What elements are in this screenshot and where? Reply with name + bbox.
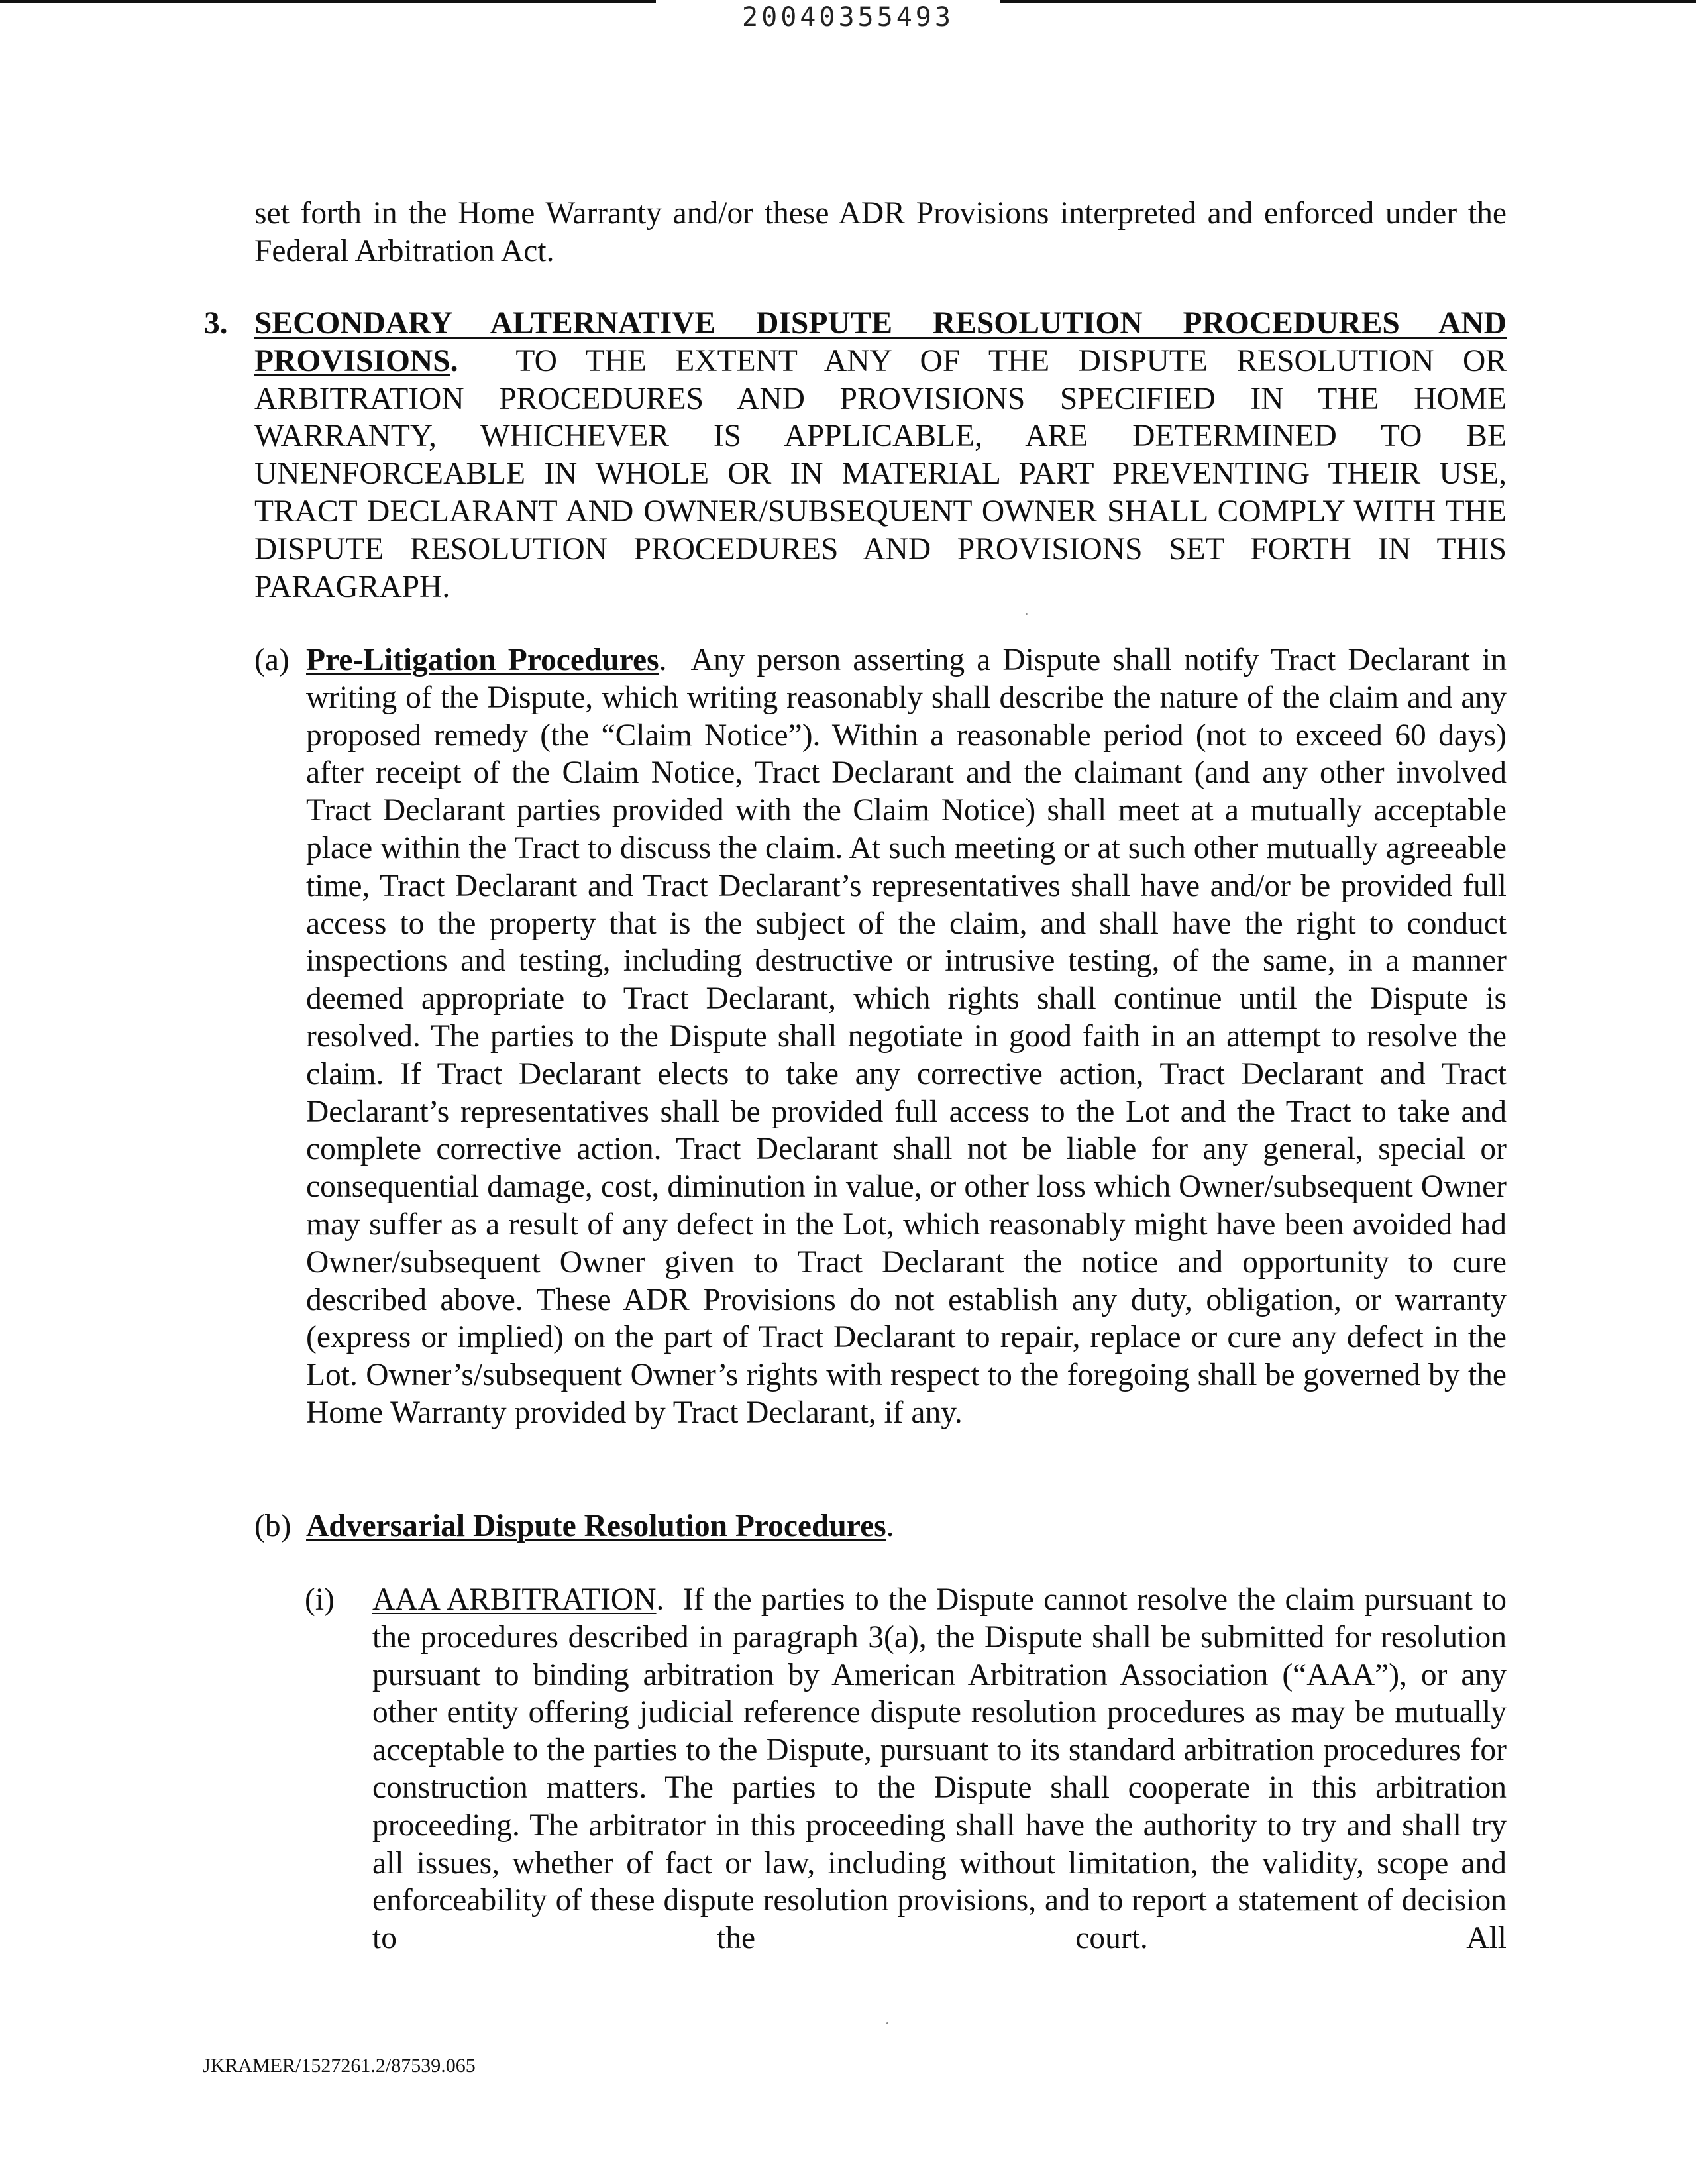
subsection-a-label: (a) [254, 643, 290, 677]
section-3-heading-punct: . [450, 343, 458, 378]
subsection-i-text: If the parties to the Dispute cannot resolve the claim pursuant to the procedures described in paragraph 3(a), the Dispute shall be submitted for resolution pursuant to binding arbitration by American Arbitration Association (“AAA”), or any other entity offering judicial reference dispute resolution procedures as may be mutually acceptable to the parties to the Dispute, pursuant to its standard arbitration procedures for construction matters. The parties to the Dispute shall cooperate in this arbitration proceeding. The arbitrator in this proceeding shall have the authority to try and shall try all issues, whether of fact or law, including without limitation, the validity, scope and enforceability of these dispute resolution provisions, and to report a statement of decision to the court. All [372, 1582, 1507, 1956]
subsection-b-label: (b) [254, 1509, 292, 1543]
scan-speck [1026, 613, 1028, 615]
intro-paragraph: set forth in the Home Warranty and/or these ADR Provisions interpreted and enforced under the Federal Arbitration Act. [254, 196, 1507, 268]
subsection-a-heading: Pre-Litigation Procedures [306, 643, 659, 677]
subsection-i-body [372, 1581, 1507, 1957]
section-number: 3. [204, 306, 228, 341]
subsection-a [254, 641, 1507, 1432]
subsection-b-heading: Adversarial Dispute Resolution Procedures [306, 1509, 886, 1543]
subsection-i [305, 1581, 1507, 1957]
scan-speck [886, 2022, 888, 2024]
subsection-i-heading-punct: . [656, 1582, 664, 1617]
subsection-a-heading-punct: . [659, 643, 667, 677]
subsection-b-heading-punct: . [886, 1509, 894, 1543]
document-number: 20040355493 [742, 2, 954, 32]
section-3-text: TO THE EXTENT ANY OF THE DISPUTE RESOLUTION OR ARBITRATION PROCEDURES AND PROVISIONS SPECIFIED IN THE HOME WARRANTY, WHICHEVER IS APPLICABLE, ARE DETERMINED TO BE UNENFORCEABLE IN WHOLE OR IN MATERIAL PART PREVENTING THEIR USE, TRACT DECLARANT AND OWNER/SUBSEQUENT OWNER SHALL COMPLY WITH THE DISPUTE RESOLUTION PROCEDURES AND PROVISIONS SET FORTH IN THIS PARAGRAPH. [254, 343, 1507, 604]
subsection-b [254, 1507, 1507, 1545]
subsection-a-text: Any person asserting a Dispute shall notify Tract Declarant in writing of the Dispute, which writing reasonably shall describe the nature of the claim and any proposed remedy (the “Claim Notice”). Within a reasonable period (not to exceed 60 days) after receipt of the Claim Notice, Tract Declarant and the claimant (and any other involved Tract Declarant parties provided with the Claim Notice) shall meet at a mutually acceptable place within the Tract to discuss the claim. At such meeting or at such other mutually agreeable time, Tract Declarant and Tract Declarant’s representatives shall have and/or be provided full access to the property that is the subject of the claim, and shall have the right to conduct inspections and testing, including destructive or intrusive testing, of the same, in a manner deemed appropriate to Tract Declarant, which rights shall continue until the Dispute is resolved. The parties to the Dispute shall negotiate in good faith in an attempt to resolve the claim. If Tract Declarant elects to take any corrective action, Tract Declarant and Tract Declarant’s representatives shall be provided full access to the Lot and the Tract to take and complete corrective action. Tract Declarant shall not be liable for any general, special or consequential damage, cost, diminution in value, or other loss which Owner/subsequent Owner may suffer as a result of any defect in the Lot, which reasonably might have been avoided had Owner/subsequent Owner given to Tract Declarant the notice and opportunity to cure described above. These ADR Provisions do not establish any duty, obligation, or warranty (express or implied) on the part of Tract Declarant to repair, replace or cure any defect in the Lot. Owner’s/subsequent Owner’s rights with respect to the foregoing shall be governed by the Home Warranty provided by Tract Declarant, if any. [306, 643, 1507, 1430]
subsection-i-heading: AAA ARBITRATION [372, 1582, 657, 1617]
subsection-b-body [306, 1507, 1507, 1545]
subsection-a-body [306, 641, 1507, 1432]
section-3 [199, 305, 1507, 606]
section-3-body [254, 305, 1507, 606]
section-3-heading: SECONDARY ALTERNATIVE DISPUTE RESOLUTION PROCEDURES AND PROVISIONS [254, 306, 1507, 378]
footer-reference: JKRAMER/1527261.2/87539.065 [203, 2055, 476, 2077]
subsection-i-label: (i) [305, 1582, 335, 1617]
